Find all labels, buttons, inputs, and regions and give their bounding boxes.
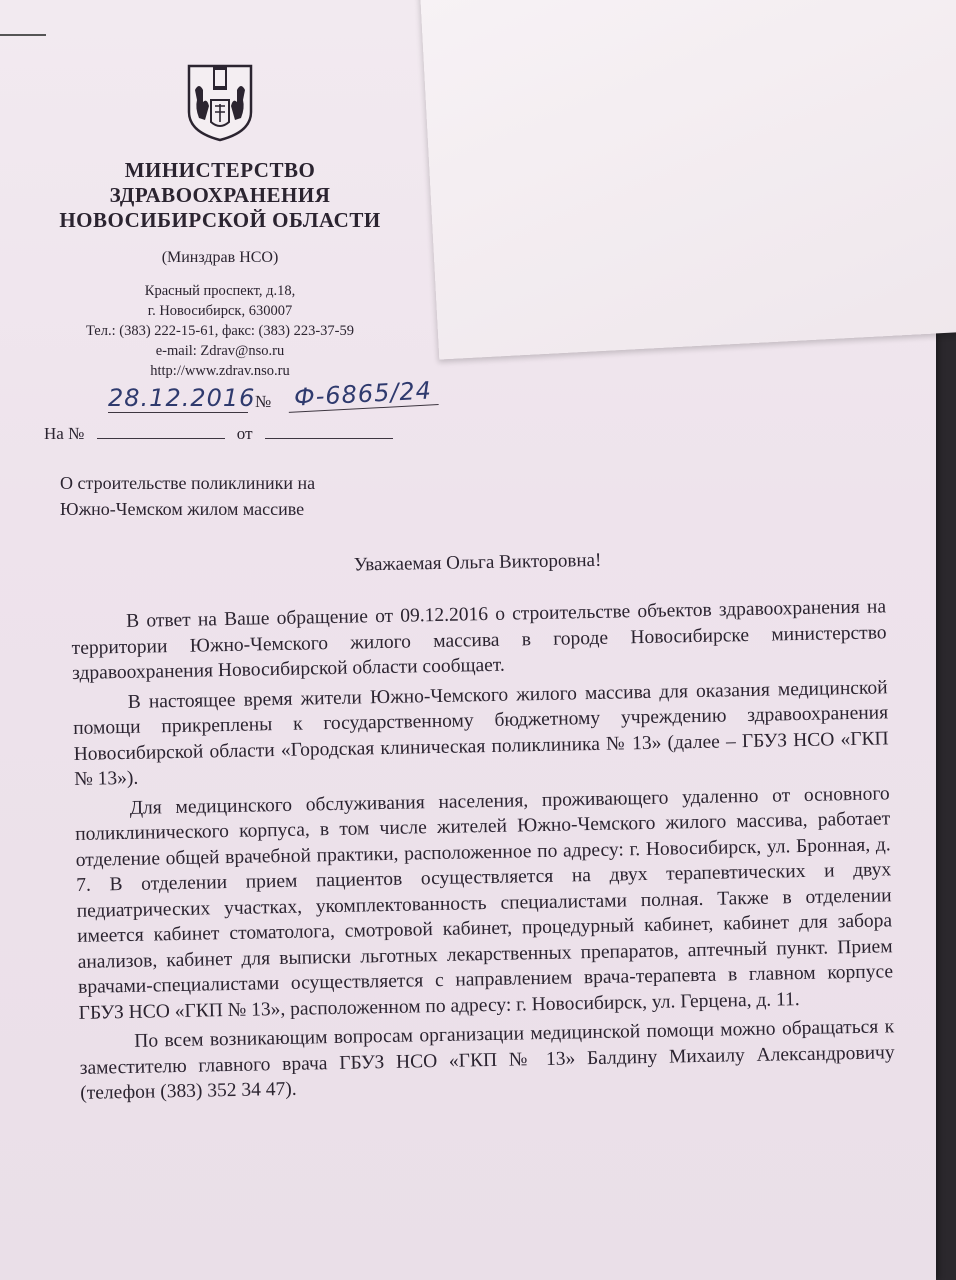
letter-paragraph-2: В настоящее время жители Южно-Чемского жилого массива для оказания медицинской помощи прикреплены к государственному бюджетному учреждению здравоохранения Новосибирской области «Городская клиническая поликлиника № 13» (далее – ГБУЗ НСО «ГКП № 13»). (73, 676, 889, 790)
address-line-city: г. Новосибирск, 630007 (147, 303, 293, 319)
overlapping-paper-sheet (420, 0, 956, 359)
registration-date: 28.12.2016 (108, 384, 256, 412)
ministry-name-line3: НОВОСИБИРСКОЙ ОБЛАСТИ (59, 208, 381, 232)
subject-line1: О строительстве поликлиники на (60, 473, 316, 493)
reference-number-label: На № (44, 424, 85, 443)
ministry-abbreviation: (Минздрав НСО) (161, 249, 279, 266)
ministry-address (40, 281, 400, 381)
address-line-email: e-mail: Zdrav@nso.ru (155, 343, 285, 359)
letterhead (40, 60, 400, 381)
ministry-name-line2: ЗДРАВООХРАНЕНИЯ (109, 183, 331, 207)
registration-number-label: № (255, 392, 272, 411)
letter-paragraph-4: По всем возникающим вопросам организации медицинской помощи можно обращаться к заместителю главного врача ГБУЗ НСО «ГКП № 13» Балдину Михаилу Александровичу (телефон (383) 352 34 47). (79, 1016, 895, 1104)
reference-row (44, 424, 424, 444)
reference-from-label: от (236, 424, 253, 443)
corner-mark (0, 34, 46, 36)
letter-paragraph-1: В ответ на Ваше обращение от 09.12.2016 о строительстве объектов здравоохранения на территории Южно-Чемского жилого массива в городе Новосибирске министерство здравоохранения Новосибирской области сообщает. (71, 596, 887, 684)
address-line-website: http://www.zdrav.nso.ru (150, 363, 290, 379)
subject-line2: Южно-Чемском жилом массиве (60, 499, 305, 519)
ministry-name-line1: МИНИСТЕРСТВО (124, 158, 316, 182)
reference-number-blank (97, 424, 225, 439)
novosibirsk-coat-of-arms-icon (185, 60, 255, 142)
registration-number: Ф-6865/24 (287, 376, 438, 413)
reference-date-blank (265, 424, 393, 439)
letter-subject (60, 470, 400, 522)
address-line-street: Красный проспект, д.18, (144, 283, 296, 299)
letter-paragraph-3: Для медицинского обслуживания населения, проживающего удаленно от основного поликлинического корпуса, в том числе жителей Южно-Чемского жилого массива, работает отделение общей врачебной практики, расположенное по адресу: г. Новосибирск, ул. Бронная, д. 7. В отделении прием пациентов осуществляется на двух терапевтических и двух педиатрических участках, укомплектованность специалистами полная. Также в отделении имеется кабинет стоматолога, смотровой кабинет, процедурный кабинет, кабинет для забора анализов, кабинет для выписки льготных лекарственных препаратов, аптечный пункт. Прием врачами-специалистами осуществляется с направлением врача-терапевта в главном корпусе ГБУЗ НСО «ГКП № 13», расположенном по адресу: г. Новосибирск, ул. Герцена, д. 11. (75, 782, 894, 1024)
letter-greeting: Уважаемая Ольга Викторовна! (353, 549, 602, 576)
letter-body (70, 544, 895, 1110)
registration-row (100, 376, 460, 424)
address-line-phone: Тел.: (383) 222-15-61, факс: (383) 223-37-59 (86, 323, 354, 339)
